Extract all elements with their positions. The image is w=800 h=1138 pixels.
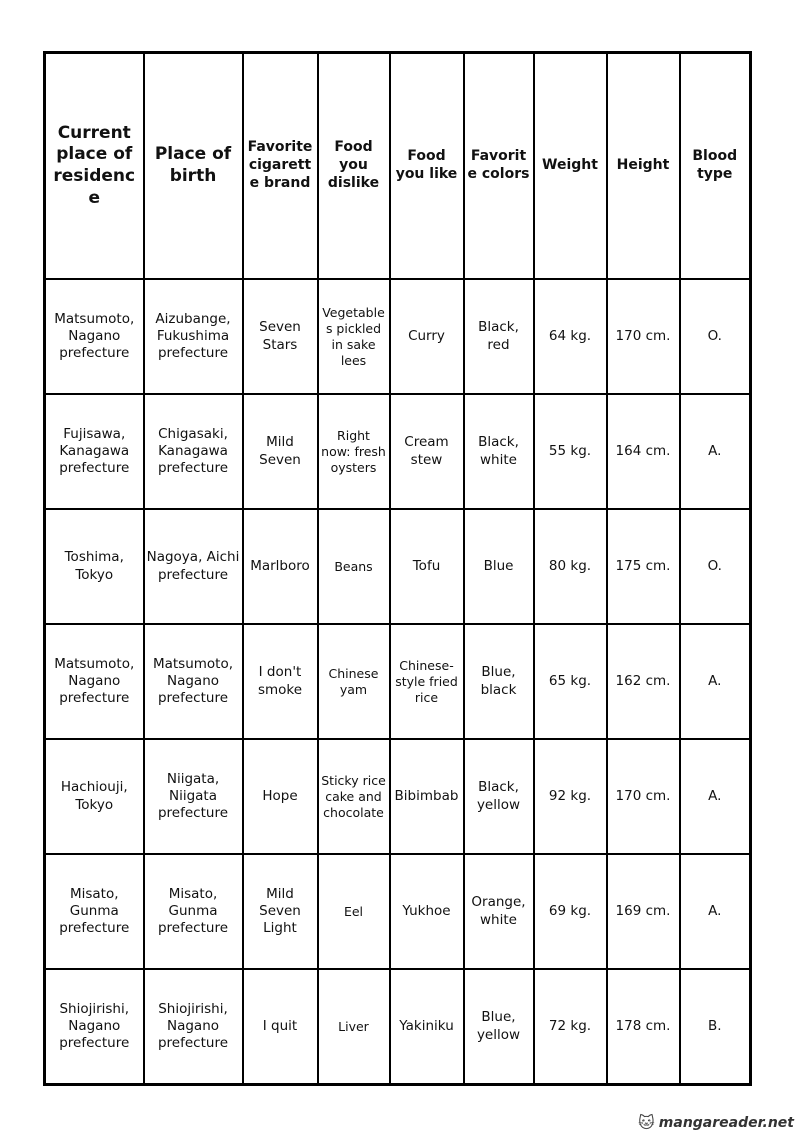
- cell-birthplace: Aizubange, Fukushima prefecture: [144, 279, 243, 394]
- cell-cigarette: I don't smoke: [243, 624, 318, 739]
- header-weight: Weight: [534, 53, 607, 280]
- cell-food-like: Yakiniku: [390, 969, 464, 1085]
- cell-height: 164 cm.: [607, 394, 680, 509]
- cell-birthplace: Matsumoto, Nagano prefecture: [144, 624, 243, 739]
- cell-food-like: Yukhoe: [390, 854, 464, 969]
- cell-blood-type: A.: [680, 854, 751, 969]
- cell-weight: 69 kg.: [534, 854, 607, 969]
- cell-colors: Blue, yellow: [464, 969, 534, 1085]
- cell-blood-type: A.: [680, 394, 751, 509]
- cell-food-like: Chinese-style fried rice: [390, 624, 464, 739]
- cell-cigarette: I quit: [243, 969, 318, 1085]
- cell-residence: Misato, Gunma prefecture: [45, 854, 144, 969]
- cell-residence: Matsumoto, Nagano prefecture: [45, 279, 144, 394]
- table-row: [45, 279, 751, 394]
- header-residence: Current place of residence: [45, 53, 144, 280]
- table-row: [45, 509, 751, 624]
- header-cigarette: Favorite cigarette brand: [243, 53, 318, 280]
- cell-food-dislike: Sticky rice cake and chocolate: [318, 739, 390, 854]
- cell-birthplace: Misato, Gunma prefecture: [144, 854, 243, 969]
- cell-height: 170 cm.: [607, 739, 680, 854]
- header-colors: Favorite colors: [464, 53, 534, 280]
- cell-cigarette: Mild Seven Light: [243, 854, 318, 969]
- cell-residence: Hachiouji, Tokyo: [45, 739, 144, 854]
- cell-weight: 64 kg.: [534, 279, 607, 394]
- cell-height: 178 cm.: [607, 969, 680, 1085]
- cell-blood-type: A.: [680, 739, 751, 854]
- cell-food-dislike: Liver: [318, 969, 390, 1085]
- watermark: [638, 1113, 794, 1132]
- cell-cigarette: Marlboro: [243, 509, 318, 624]
- table-row: [45, 854, 751, 969]
- cell-cigarette: Hope: [243, 739, 318, 854]
- cell-colors: Blue, black: [464, 624, 534, 739]
- cell-food-like: Tofu: [390, 509, 464, 624]
- table-row: [45, 624, 751, 739]
- table-row: [45, 969, 751, 1085]
- cell-birthplace: Chigasaki, Kanagawa prefecture: [144, 394, 243, 509]
- cell-food-like: Bibimbab: [390, 739, 464, 854]
- cell-colors: Orange, white: [464, 854, 534, 969]
- cell-height: 175 cm.: [607, 509, 680, 624]
- cell-residence: Fujisawa, Kanagawa prefecture: [45, 394, 144, 509]
- header-height: Height: [607, 53, 680, 280]
- cell-blood-type: O.: [680, 509, 751, 624]
- cell-food-like: Cream stew: [390, 394, 464, 509]
- cell-weight: 72 kg.: [534, 969, 607, 1085]
- header-birthplace: Place of birth: [144, 53, 243, 280]
- cell-residence: Toshima, Tokyo: [45, 509, 144, 624]
- header-row: [45, 53, 751, 280]
- cell-residence: Matsumoto, Nagano prefecture: [45, 624, 144, 739]
- cell-food-dislike: Eel: [318, 854, 390, 969]
- cell-food-like: Curry: [390, 279, 464, 394]
- cat-face-icon: 🐱︎: [638, 1113, 655, 1132]
- cell-height: 170 cm.: [607, 279, 680, 394]
- cell-colors: Black, red: [464, 279, 534, 394]
- cell-birthplace: Shiojirishi, Nagano prefecture: [144, 969, 243, 1085]
- header-food-dislike: Food you dislike: [318, 53, 390, 280]
- cell-height: 162 cm.: [607, 624, 680, 739]
- cell-food-dislike: Chinese yam: [318, 624, 390, 739]
- cell-food-dislike: Right now: fresh oysters: [318, 394, 390, 509]
- cell-cigarette: Seven Stars: [243, 279, 318, 394]
- watermark-text: mangareader.net: [658, 1114, 794, 1131]
- cell-cigarette: Mild Seven: [243, 394, 318, 509]
- cell-colors: Black, white: [464, 394, 534, 509]
- cell-birthplace: Niigata, Niigata prefecture: [144, 739, 243, 854]
- cell-blood-type: B.: [680, 969, 751, 1085]
- cell-residence: Shiojirishi, Nagano prefecture: [45, 969, 144, 1085]
- cell-weight: 80 kg.: [534, 509, 607, 624]
- cell-food-dislike: Vegetables pickled in sake lees: [318, 279, 390, 394]
- cell-weight: 65 kg.: [534, 624, 607, 739]
- cell-food-dislike: Beans: [318, 509, 390, 624]
- header-food-like: Food you like: [390, 53, 464, 280]
- cell-height: 169 cm.: [607, 854, 680, 969]
- cell-colors: Black, yellow: [464, 739, 534, 854]
- table-row: [45, 394, 751, 509]
- cell-weight: 92 kg.: [534, 739, 607, 854]
- profile-table: [43, 51, 752, 1086]
- cell-blood-type: O.: [680, 279, 751, 394]
- table-row: [45, 739, 751, 854]
- cell-birthplace: Nagoya, Aichi prefecture: [144, 509, 243, 624]
- cell-blood-type: A.: [680, 624, 751, 739]
- cell-colors: Blue: [464, 509, 534, 624]
- header-blood-type: Blood type: [680, 53, 751, 280]
- cell-weight: 55 kg.: [534, 394, 607, 509]
